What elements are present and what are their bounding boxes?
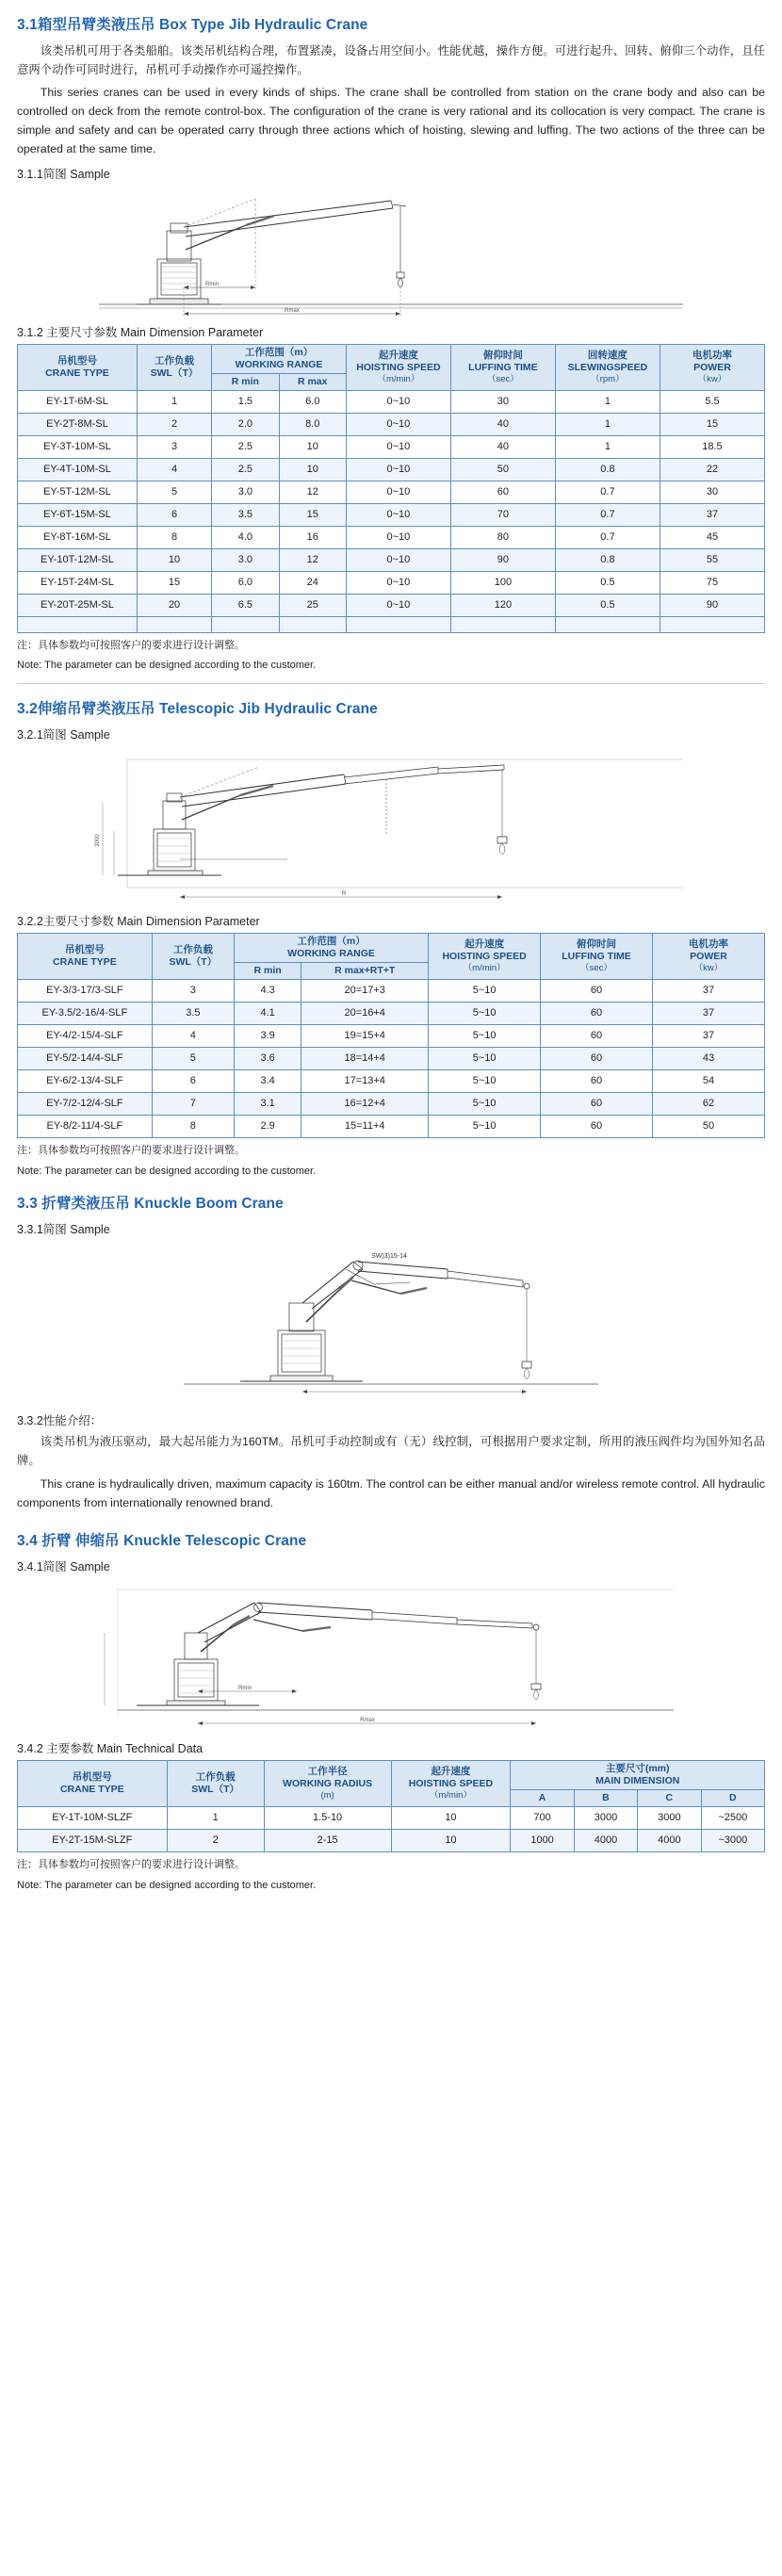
cell-swl: 10 — [137, 548, 211, 571]
th-rmin: R min — [212, 373, 279, 390]
cell-slewing-speed: 1 — [555, 435, 660, 458]
cell-rmax: 15 — [279, 503, 346, 526]
cell-rmin: 6.0 — [212, 571, 279, 594]
cell-crane-type: EY-10T-12M-SL — [18, 548, 138, 571]
cell-dim-b: 3000 — [574, 1807, 637, 1830]
cell-empty — [279, 616, 346, 632]
th-power: 电机功率 POWER （kw） — [660, 344, 764, 390]
section-heading-31: 3.1箱型吊臂类液压吊 Box Type Jib Hydraulic Crane — [17, 17, 368, 33]
th-hoisting-speed: 起升速度 HOISTING SPEED （m/min） — [391, 1760, 511, 1806]
cell-luffing-time: 60 — [541, 1048, 653, 1070]
cell-swl: 4 — [137, 458, 211, 481]
cell-dim-a: 700 — [511, 1807, 574, 1830]
cell-rmax: 15=11+4 — [301, 1116, 429, 1138]
section-321-heading: 3.2.1简图 Sample — [17, 727, 110, 742]
th-slewing-speed: 回转速度 SLEWINGSPEED （rpm） — [555, 344, 660, 390]
figure-311-box-jib-crane — [17, 186, 765, 318]
table-main-technical-data-34 — [17, 1760, 765, 1852]
figure-331-knuckle-boom-crane — [17, 1241, 765, 1406]
cell-rmin: 3.4 — [234, 1070, 301, 1093]
cell-hoisting-speed: 0~10 — [346, 390, 450, 413]
th-luffing-time: 俯仰时间 LUFFING TIME （sec） — [541, 933, 653, 979]
section-311-heading: 3.1.1简图 Sample — [17, 167, 110, 181]
cell-rmax: 25 — [279, 594, 346, 616]
note-34-cn: 注：具体参数均可按照客户的要求进行设计调整。 — [17, 1859, 245, 1871]
cell-hoisting-speed: 0~10 — [346, 458, 450, 481]
cell-luffing-time: 90 — [450, 548, 555, 571]
section-332-heading: 3.3.2性能介绍： — [17, 1414, 103, 1428]
cell-rmax: 20=16+4 — [301, 1003, 429, 1025]
cell-rmax: 6.0 — [279, 390, 346, 413]
table-row-spacer — [18, 616, 765, 632]
th-swl: 工作负载 SWL（T） — [167, 1760, 264, 1806]
cell-rmin: 2.9 — [234, 1116, 301, 1138]
cell-working-radius: 1.5-10 — [264, 1807, 391, 1830]
cell-working-radius: 2-15 — [264, 1830, 391, 1852]
cell-power: 5.5 — [660, 390, 764, 413]
cell-hoisting-speed: 0~10 — [346, 548, 450, 571]
cell-rmax: 18=14+4 — [301, 1048, 429, 1070]
th-hoisting-speed: 起升速度 HOISTING SPEED （m/min） — [429, 933, 541, 979]
cell-crane-type: EY-5T-12M-SL — [18, 481, 138, 503]
cell-rmax: 16 — [279, 526, 346, 548]
cell-swl: 4 — [152, 1025, 234, 1048]
cell-crane-type: EY-2T-15M-SLZF — [18, 1830, 168, 1852]
cell-dim-d: ~3000 — [701, 1830, 764, 1852]
cell-power: 37 — [652, 1025, 764, 1048]
cell-power: 18.5 — [660, 435, 764, 458]
th-rmax: R max+RT+T — [301, 963, 429, 980]
cell-rmin: 3.0 — [212, 481, 279, 503]
cell-rmin: 3.6 — [234, 1048, 301, 1070]
th-dim-a: A — [511, 1789, 574, 1806]
cell-crane-type: EY-3T-10M-SL — [18, 435, 138, 458]
table-row — [18, 548, 765, 571]
table-header-row — [18, 1760, 765, 1789]
cell-luffing-time: 60 — [541, 1116, 653, 1138]
table-row — [18, 571, 765, 594]
table-row — [18, 390, 765, 413]
cell-power: 45 — [660, 526, 764, 548]
cell-rmin: 1.5 — [212, 390, 279, 413]
th-swl: 工作负载 SWL（T） — [152, 933, 234, 979]
table-main-dimension-31 — [17, 344, 765, 633]
cell-luffing-time: 120 — [450, 594, 555, 616]
cell-swl: 3 — [152, 980, 234, 1003]
figure-311-label-rmax: Rmax — [285, 307, 300, 314]
table-row — [18, 458, 765, 481]
figure-341-label-rmax: Rmax — [360, 1717, 375, 1723]
cell-rmax: 20=17+3 — [301, 980, 429, 1003]
cell-crane-type: EY-15T-24M-SL — [18, 571, 138, 594]
figure-311-label-rmin: Rmin — [204, 281, 220, 287]
section-342-heading: 3.4.2 主要参数 Main Technical Data — [17, 1741, 204, 1755]
cell-swl: 2 — [167, 1830, 264, 1852]
section-322-heading: 3.2.2主要尺寸参数 Main Dimension Parameter — [17, 914, 260, 928]
cell-rmax: 10 — [279, 435, 346, 458]
cell-swl: 2 — [137, 413, 211, 435]
cell-crane-type: EY-3/3-17/3-SLF — [18, 980, 153, 1003]
cell-hoisting-speed: 5~10 — [429, 1116, 541, 1138]
table-row — [18, 1025, 765, 1048]
cell-slewing-speed: 0.5 — [555, 594, 660, 616]
cell-empty — [18, 616, 138, 632]
cell-crane-type: EY-3.5/2-16/4-SLF — [18, 1003, 153, 1025]
cell-crane-type: EY-20T-25M-SL — [18, 594, 138, 616]
cell-rmax: 12 — [279, 548, 346, 571]
cell-power: 43 — [652, 1048, 764, 1070]
cell-rmin: 6.5 — [212, 594, 279, 616]
cell-hoisting-speed: 0~10 — [346, 526, 450, 548]
figure-321-telescopic-jib-crane — [17, 746, 765, 906]
cell-swl: 8 — [137, 526, 211, 548]
cell-luffing-time: 60 — [541, 1025, 653, 1048]
section-33-paragraph-en: This crane is hydraulically driven, maximum capacity is 160tm. The control can be either manual and/or wireless remote control. All hydraulic components from internationally renowned brand. — [17, 1476, 765, 1509]
section-31-paragraph-en: This series cranes can be used in every kinds of ships. The crane shall be controlled from station on the crane body and also can be controlled on deck from the remote control-box. The configuration of the crane is very rational and its collocation is very compact. The crane is simple and safety and can be operated carry through three actions which of hoisting, slewing and luffing. The two actions of the three can be operated at the same time. — [17, 86, 765, 156]
table-row — [18, 1830, 765, 1852]
th-dim-d: D — [701, 1789, 764, 1806]
cell-swl: 1 — [167, 1807, 264, 1830]
section-heading-34: 3.4 折臂 伸缩吊 Knuckle Telescopic Crane — [17, 1532, 307, 1549]
note-32-cn: 注：具体参数均可按照客户的要求进行设计调整。 — [17, 1145, 245, 1157]
cell-slewing-speed: 0.7 — [555, 503, 660, 526]
cell-slewing-speed: 0.8 — [555, 548, 660, 571]
cell-swl: 1 — [137, 390, 211, 413]
cell-power: 15 — [660, 413, 764, 435]
cell-dim-b: 4000 — [574, 1830, 637, 1852]
cell-swl: 6 — [152, 1070, 234, 1093]
th-crane-type: 吊机型号 CRANE TYPE — [18, 933, 153, 979]
cell-rmax: 16=12+4 — [301, 1093, 429, 1116]
table-header-row — [18, 933, 765, 962]
cell-rmax: 24 — [279, 571, 346, 594]
cell-hoisting-speed: 5~10 — [429, 1025, 541, 1048]
th-luffing-time: 俯仰时间 LUFFING TIME （sec） — [450, 344, 555, 390]
table-row — [18, 526, 765, 548]
cell-luffing-time: 100 — [450, 571, 555, 594]
table-row — [18, 1003, 765, 1025]
cell-hoisting-speed: 5~10 — [429, 1048, 541, 1070]
cell-hoisting-speed: 0~10 — [346, 413, 450, 435]
note-34-en: Note: The parameter can be designed according to the customer. — [17, 1879, 317, 1891]
cell-rmin: 3.9 — [234, 1025, 301, 1048]
section-341-heading: 3.4.1简图 Sample — [17, 1559, 110, 1573]
cell-swl: 8 — [152, 1116, 234, 1138]
cell-rmin: 3.5 — [212, 503, 279, 526]
cell-power: 30 — [660, 481, 764, 503]
cell-rmin: 3.0 — [212, 548, 279, 571]
cell-luffing-time: 60 — [541, 1093, 653, 1116]
cell-empty — [212, 616, 279, 632]
cell-slewing-speed: 0.8 — [555, 458, 660, 481]
cell-luffing-time: 60 — [450, 481, 555, 503]
cell-luffing-time: 30 — [450, 390, 555, 413]
figure-321-dim-left: 3000 — [95, 834, 101, 847]
cell-hoisting-speed: 0~10 — [346, 503, 450, 526]
cell-empty — [346, 616, 450, 632]
cell-power: 90 — [660, 594, 764, 616]
th-rmin: R min — [234, 963, 301, 980]
cell-dim-d: ~2500 — [701, 1807, 764, 1830]
figure-341-knuckle-telescopic-crane — [17, 1578, 765, 1734]
cell-power: 37 — [652, 1003, 764, 1025]
cell-crane-type: EY-2T-8M-SL — [18, 413, 138, 435]
cell-rmax: 19=15+4 — [301, 1025, 429, 1048]
th-power: 电机功率 POWER （kw） — [652, 933, 764, 979]
cell-swl: 3 — [137, 435, 211, 458]
cell-power: 62 — [652, 1093, 764, 1116]
cell-slewing-speed: 0.7 — [555, 481, 660, 503]
section-31-paragraph-cn: 该类吊机可用于各类船舶。该类吊机结构合理，布置紧凑，设备占用空间小。性能优越，操作方便。可进行起升、回转、俯仰三个动作，且任意两个动作可同时进行，吊机可手动操作亦可遥控操作。 — [17, 44, 765, 77]
cell-crane-type: EY-6T-15M-SL — [18, 503, 138, 526]
cell-luffing-time: 80 — [450, 526, 555, 548]
th-swl: 工作负载 SWL（T） — [137, 344, 211, 390]
cell-rmin: 3.1 — [234, 1093, 301, 1116]
cell-rmin: 4.1 — [234, 1003, 301, 1025]
section-33-paragraph-cn: 该类吊机为液压驱动，最大起吊能力为160TM。吊机可手动控制或有（无）线控制，可根据用户要求定制，所用的液压阀件均为国外知名品牌。 — [17, 1435, 765, 1468]
cell-crane-type: EY-8T-16M-SL — [18, 526, 138, 548]
cell-rmin: 2.0 — [212, 413, 279, 435]
cell-rmax: 8.0 — [279, 413, 346, 435]
cell-swl: 20 — [137, 594, 211, 616]
cell-hoisting-speed: 0~10 — [346, 571, 450, 594]
section-331-heading: 3.3.1简图 Sample — [17, 1223, 110, 1237]
table-header-row — [18, 344, 765, 373]
th-working-radius: 工作半径 WORKING RADIUS (m) — [264, 1760, 391, 1806]
th-crane-type: 吊机型号 CRANE TYPE — [18, 344, 138, 390]
section-312-heading: 3.1.2 主要尺寸参数 Main Dimension Parameter — [17, 325, 264, 339]
cell-luffing-time: 60 — [541, 1003, 653, 1025]
cell-slewing-speed: 1 — [555, 413, 660, 435]
th-working-range: 工作范围（m） WORKING RANGE — [212, 344, 347, 373]
cell-empty — [137, 616, 211, 632]
figure-331-note: SW)3)15-14 — [371, 1253, 407, 1261]
table-row — [18, 1093, 765, 1116]
cell-crane-type: EY-8/2-11/4-SLF — [18, 1116, 153, 1138]
section-heading-33: 3.3 折臂类液压吊 Knuckle Boom Crane — [17, 1196, 284, 1213]
th-working-range: 工作范围（m） WORKING RANGE — [234, 933, 428, 962]
th-crane-type: 吊机型号 CRANE TYPE — [18, 1760, 168, 1806]
th-rmax: R max — [279, 373, 346, 390]
table-row — [18, 980, 765, 1003]
cell-hoisting-speed: 0~10 — [346, 435, 450, 458]
cell-rmin: 2.5 — [212, 435, 279, 458]
cell-rmax: 12 — [279, 481, 346, 503]
note-31-en: Note: The parameter can be designed according to the customer. — [17, 660, 317, 672]
figure-321-dim-bottom: R — [341, 890, 347, 897]
table-row — [18, 1070, 765, 1093]
cell-crane-type: EY-5/2-14/4-SLF — [18, 1048, 153, 1070]
cell-power: 37 — [652, 980, 764, 1003]
cell-power: 54 — [652, 1070, 764, 1093]
cell-hoisting-speed: 10 — [391, 1830, 511, 1852]
cell-crane-type: EY-1T-10M-SLZF — [18, 1807, 168, 1830]
cell-luffing-time: 60 — [541, 1070, 653, 1093]
cell-empty — [450, 616, 555, 632]
cell-crane-type: EY-4T-10M-SL — [18, 458, 138, 481]
table-main-dimension-32 — [17, 933, 765, 1138]
table-row — [18, 594, 765, 616]
cell-power: 75 — [660, 571, 764, 594]
cell-hoisting-speed: 10 — [391, 1807, 511, 1830]
cell-luffing-time: 40 — [450, 413, 555, 435]
th-main-dimension: 主要尺寸(mm) MAIN DIMENSION — [511, 1760, 765, 1789]
cell-empty — [555, 616, 660, 632]
cell-crane-type: EY-4/2-15/4-SLF — [18, 1025, 153, 1048]
note-31-cn: 注：具体参数均可按照客户的要求进行设计调整。 — [17, 639, 245, 651]
cell-hoisting-speed: 5~10 — [429, 1003, 541, 1025]
section-heading-32: 3.2伸缩吊臂类液压吊 Telescopic Jib Hydraulic Crane — [17, 700, 378, 717]
cell-slewing-speed: 0.7 — [555, 526, 660, 548]
cell-hoisting-speed: 0~10 — [346, 481, 450, 503]
figure-341-label-rmin: Rmin — [237, 1685, 253, 1691]
cell-rmin: 4.3 — [234, 980, 301, 1003]
cell-swl: 15 — [137, 571, 211, 594]
cell-crane-type: EY-6/2-13/4-SLF — [18, 1070, 153, 1093]
cell-luffing-time: 70 — [450, 503, 555, 526]
cell-power: 37 — [660, 503, 764, 526]
cell-power: 22 — [660, 458, 764, 481]
th-hoisting-speed: 起升速度 HOISTING SPEED （m/min） — [346, 344, 450, 390]
cell-rmax: 17=13+4 — [301, 1070, 429, 1093]
note-32-en: Note: The parameter can be designed according to the customer. — [17, 1165, 317, 1177]
cell-dim-c: 3000 — [638, 1807, 701, 1830]
cell-hoisting-speed: 5~10 — [429, 1093, 541, 1116]
cell-dim-a: 1000 — [511, 1830, 574, 1852]
table-row — [18, 1116, 765, 1138]
cell-rmin: 2.5 — [212, 458, 279, 481]
cell-hoisting-speed: 5~10 — [429, 980, 541, 1003]
th-dim-c: C — [638, 1789, 701, 1806]
cell-empty — [660, 616, 764, 632]
th-dim-b: B — [574, 1789, 637, 1806]
table-row — [18, 1807, 765, 1830]
cell-rmax: 10 — [279, 458, 346, 481]
cell-slewing-speed: 1 — [555, 390, 660, 413]
cell-rmin: 4.0 — [212, 526, 279, 548]
cell-power: 55 — [660, 548, 764, 571]
cell-dim-c: 4000 — [638, 1830, 701, 1852]
cell-swl: 6 — [137, 503, 211, 526]
cell-hoisting-speed: 5~10 — [429, 1070, 541, 1093]
cell-hoisting-speed: 0~10 — [346, 594, 450, 616]
table-row — [18, 435, 765, 458]
cell-slewing-speed: 0.5 — [555, 571, 660, 594]
cell-swl: 7 — [152, 1093, 234, 1116]
cell-swl: 3.5 — [152, 1003, 234, 1025]
cell-swl: 5 — [152, 1048, 234, 1070]
cell-luffing-time: 60 — [541, 980, 653, 1003]
cell-power: 50 — [652, 1116, 764, 1138]
cell-crane-type: EY-7/2-12/4-SLF — [18, 1093, 153, 1116]
cell-crane-type: EY-1T-6M-SL — [18, 390, 138, 413]
table-row — [18, 1048, 765, 1070]
cell-luffing-time: 40 — [450, 435, 555, 458]
cell-luffing-time: 50 — [450, 458, 555, 481]
table-row — [18, 481, 765, 503]
table-row — [18, 503, 765, 526]
table-row — [18, 413, 765, 435]
cell-swl: 5 — [137, 481, 211, 503]
